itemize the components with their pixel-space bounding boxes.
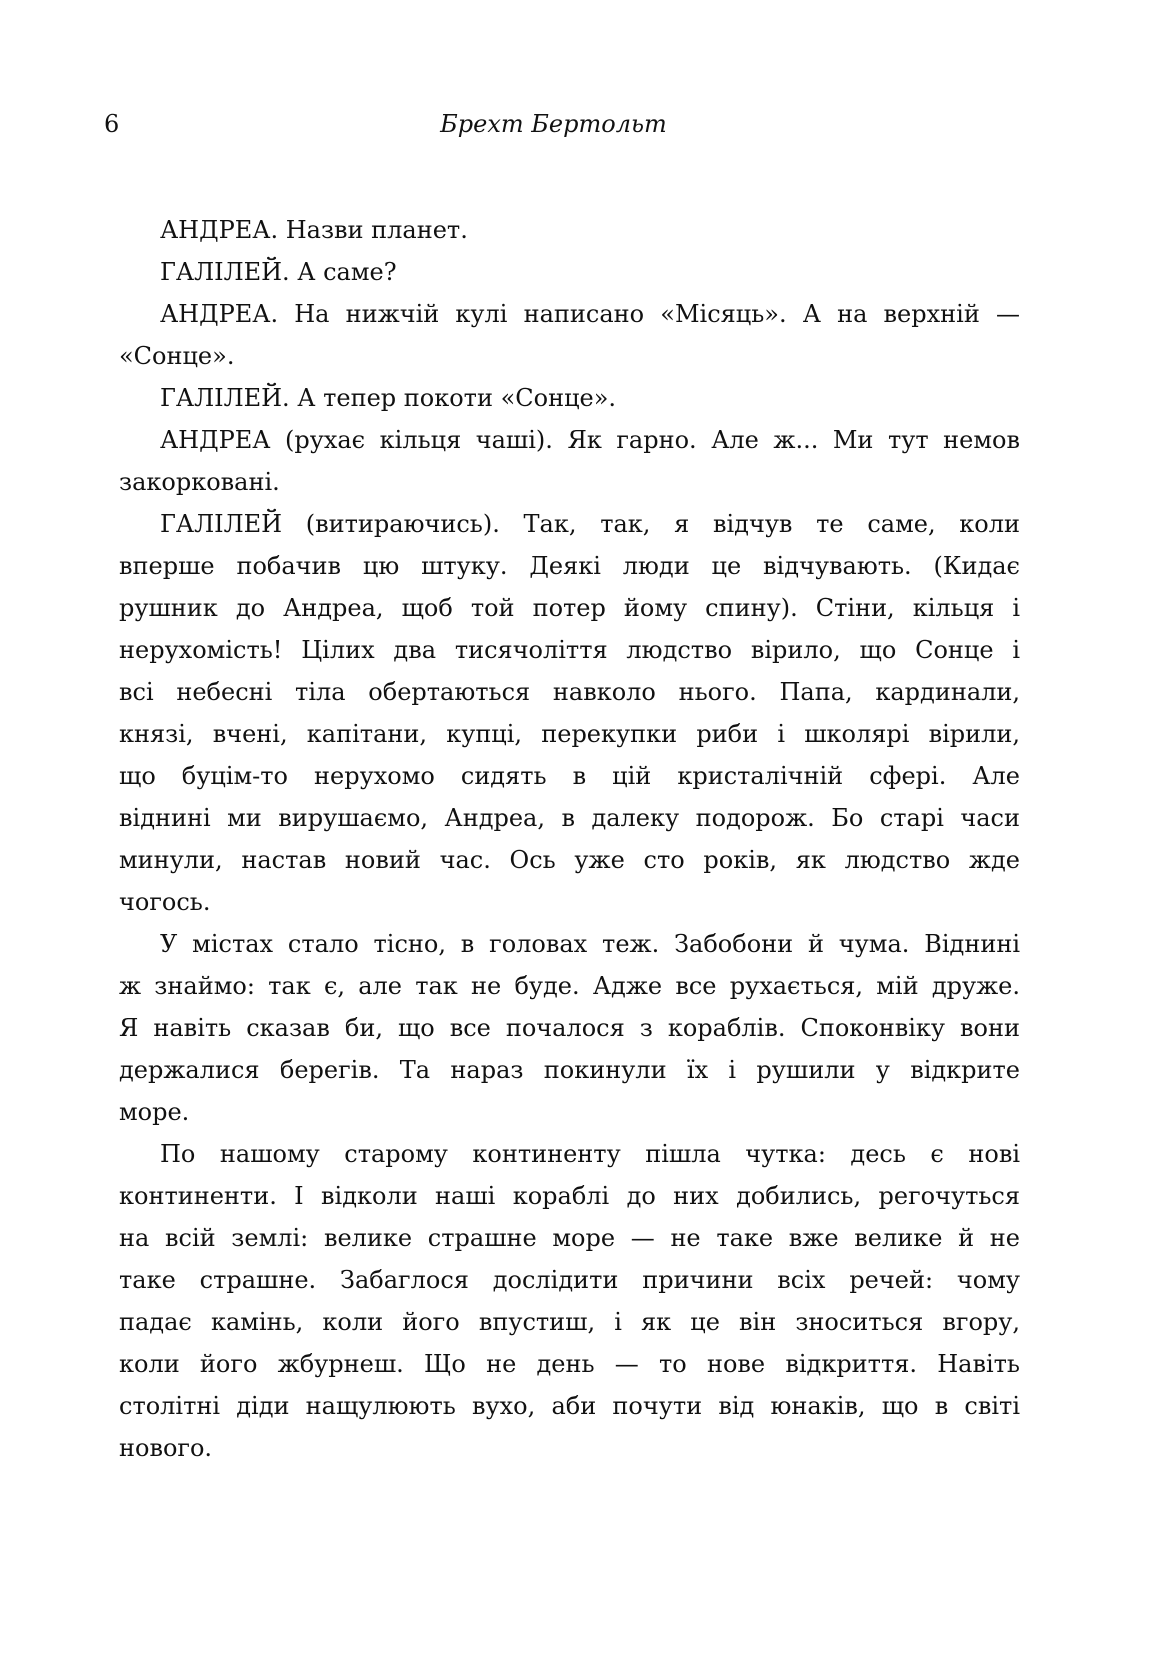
text-line: вперше побачив цю штуку. Деякі люди це відчувають. (Кидає [119, 552, 1020, 580]
text-line: Я навіть сказав би, що все почалося з кораблів. Споконвіку вони [119, 1014, 1020, 1042]
running-header [104, 110, 1020, 142]
body-text [119, 209, 1020, 1469]
text-line: князі, вчені, капітани, купці, перекупки риби і школярі вірили, [119, 720, 1020, 748]
text-line: столітні діди нащулюють вухо, аби почути від юнаків, що в світі [119, 1392, 1020, 1420]
paragraph [119, 1133, 1020, 1469]
text-line: ГАЛІЛЕЙ. А тепер покоти «Сонце». [160, 384, 617, 412]
text-line: АНДРЕА (рухає кільця чаші). Як гарно. Але ж... Ми тут немов [160, 426, 1020, 454]
text-line: нового. [119, 1434, 213, 1462]
text-line: море. [119, 1098, 190, 1126]
paragraph [119, 251, 1020, 293]
text-line: По нашому старому континенту пішла чутка: десь є нові [160, 1140, 1020, 1168]
text-line: нерухомість! Цілих два тисячоліття людство вірило, що Сонце і [119, 636, 1020, 664]
text-line: ГАЛІЛЕЙ. А саме? [160, 258, 397, 286]
text-line: всі небесні тіла обертаються навколо нього. Папа, кардинали, [119, 678, 1020, 706]
paragraph [119, 377, 1020, 419]
text-line: що буцім-то нерухомо сидять в цій кристалічній сфері. Але [119, 762, 1020, 790]
page-number: 6 [104, 110, 120, 138]
text-line: У містах стало тісно, в головах теж. Забобони й чума. Віднині [160, 930, 1020, 958]
paragraph [119, 923, 1020, 1133]
text-line: на всій землі: велике страшне море — не таке вже велике й не [119, 1224, 1020, 1252]
text-line: віднині ми вирушаємо, Андреа, в далеку подорож. Бо старі часи [119, 804, 1020, 832]
text-line: АНДРЕА. На нижчій кулі написано «Місяць». А на верхній — [160, 300, 1020, 328]
text-line: рушник до Андреа, щоб той потер йому спину). Стіни, кільця і [119, 594, 1020, 622]
running-title: Брехт Бертольт [440, 110, 667, 138]
text-line: континенти. І відколи наші кораблі до них добились, регочуться [119, 1182, 1020, 1210]
text-line: ж знаймо: так є, але так не буде. Адже все рухається, мій друже. [119, 972, 1020, 1000]
text-line: АНДРЕА. Назви планет. [160, 216, 468, 244]
paragraph [119, 419, 1020, 503]
text-line: коли його жбурнеш. Що не день — то нове відкриття. Навіть [119, 1350, 1020, 1378]
paragraph [119, 209, 1020, 251]
text-line: падає камінь, коли його впустиш, і як це він зноситься вгору, [119, 1308, 1020, 1336]
paragraph [119, 293, 1020, 377]
text-line: минули, настав новий час. Ось уже сто років, як людство жде [119, 846, 1020, 874]
text-line: чогось. [119, 888, 211, 916]
text-line: ГАЛІЛЕЙ (витираючись). Так, так, я відчув те саме, коли [160, 510, 1020, 538]
text-line: держалися берегів. Та нараз покинули їх і рушили у відкрите [119, 1056, 1020, 1084]
text-line: закорковані. [119, 468, 280, 496]
text-line: таке страшне. Забаглося дослідити причини всіх речей: чому [119, 1266, 1020, 1294]
paragraph [119, 503, 1020, 923]
text-line: «Сонце». [119, 342, 235, 370]
